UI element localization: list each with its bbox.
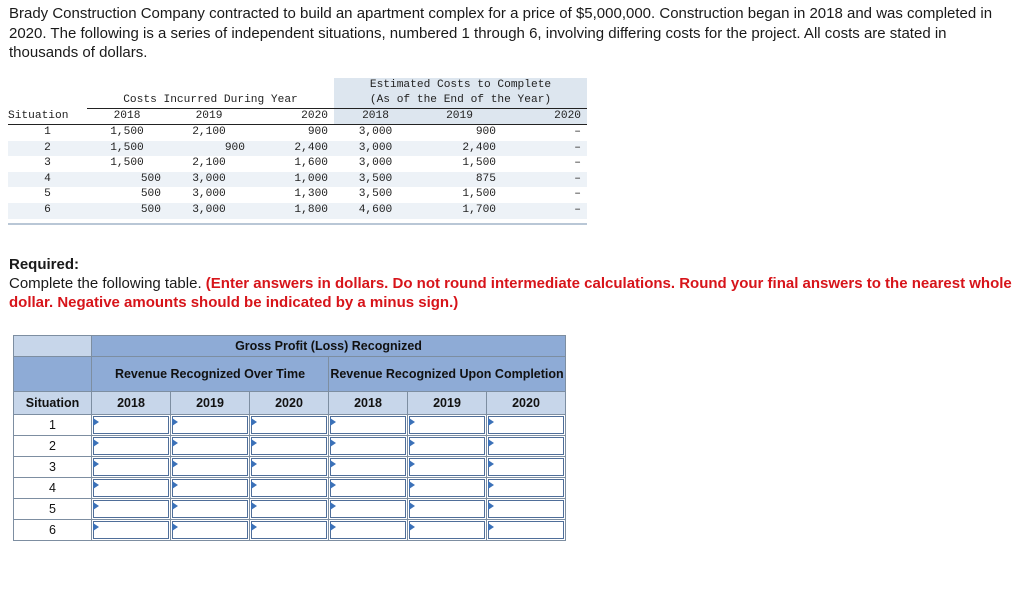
answer-row xyxy=(14,415,566,436)
gross-profit-answer-table xyxy=(13,335,566,541)
answer-table-title: Gross Profit (Loss) Recognized xyxy=(92,336,566,357)
answer-input[interactable] xyxy=(408,415,487,436)
year-header: 2020 xyxy=(487,392,566,415)
answer-input[interactable] xyxy=(329,436,408,457)
answer-input[interactable] xyxy=(250,520,329,541)
answer-input[interactable] xyxy=(408,499,487,520)
year-header: 2020 xyxy=(250,392,329,415)
answer-input[interactable] xyxy=(92,436,171,457)
answer-input[interactable] xyxy=(487,415,566,436)
situation-number: 4 xyxy=(14,478,92,499)
answer-input[interactable] xyxy=(408,520,487,541)
answer-input[interactable] xyxy=(171,436,250,457)
answer-input[interactable] xyxy=(487,457,566,478)
situation-number: 6 xyxy=(14,520,92,541)
answer-input[interactable] xyxy=(250,415,329,436)
table-row: 4 500 3,000 1,000 3,500 875 – xyxy=(8,172,587,188)
answer-input[interactable] xyxy=(329,415,408,436)
year-header: 2019 xyxy=(417,109,502,125)
required-section xyxy=(9,255,1019,312)
year-header: 2020 xyxy=(251,109,334,125)
situation-number: 5 xyxy=(14,499,92,520)
answer-row xyxy=(14,436,566,457)
required-instructions xyxy=(9,274,1019,312)
answer-input[interactable] xyxy=(250,499,329,520)
problem-statement: Brady Construction Company contracted to build an apartment complex for a price of $5,000,000. Construction began in 2018 and was completed in 2020. The following is a series of independent situations, numbered 1 through 6, involving differing costs for the project. All costs are stated in thousands of dollars. xyxy=(9,5,993,61)
answer-input[interactable] xyxy=(487,520,566,541)
year-header: 2019 xyxy=(171,392,250,415)
answer-input[interactable] xyxy=(329,520,408,541)
answer-input[interactable] xyxy=(92,499,171,520)
answer-row xyxy=(14,499,566,520)
answer-input[interactable] xyxy=(250,436,329,457)
year-header: 2018 xyxy=(87,109,167,125)
answer-input[interactable] xyxy=(171,457,250,478)
year-header: 2020 xyxy=(502,109,587,125)
answer-input[interactable] xyxy=(487,478,566,499)
answer-input[interactable] xyxy=(250,457,329,478)
answer-input[interactable] xyxy=(329,499,408,520)
required-lead: Complete the following table. xyxy=(9,275,206,292)
year-header: 2018 xyxy=(329,392,408,415)
estimated-costs-header: Estimated Costs to Complete xyxy=(334,78,587,93)
answer-input[interactable] xyxy=(487,499,566,520)
over-time-header: Revenue Recognized Over Time xyxy=(92,357,329,392)
situation-number: 1 xyxy=(14,415,92,436)
answer-format-note: (Enter answers in dollars. Do not round intermediate calculations. Round your final answers to the nearest whole dollar. Negative amounts should be indicated by a minus sign.) xyxy=(9,275,1012,311)
answer-input[interactable] xyxy=(92,520,171,541)
answer-input[interactable] xyxy=(408,478,487,499)
table-row: 3 1,500 2,100 1,600 3,000 1,500 – xyxy=(44,157,581,170)
table-row: 6 500 3,000 1,800 4,600 1,700 – xyxy=(8,203,587,219)
answer-input[interactable] xyxy=(92,415,171,436)
answer-input[interactable] xyxy=(408,457,487,478)
answer-row xyxy=(14,478,566,499)
table-row: 5 500 3,000 1,300 3,500 1,500 – xyxy=(44,188,581,201)
year-header: 2019 xyxy=(408,392,487,415)
given-costs-table xyxy=(8,78,587,225)
answer-input[interactable] xyxy=(329,457,408,478)
year-header: 2019 xyxy=(167,109,251,125)
situation-header: Situation xyxy=(14,392,92,415)
answer-input[interactable] xyxy=(250,478,329,499)
answer-row xyxy=(14,520,566,541)
answer-input[interactable] xyxy=(171,499,250,520)
answer-input[interactable] xyxy=(92,457,171,478)
answer-input[interactable] xyxy=(92,478,171,499)
situation-number: 2 xyxy=(14,436,92,457)
required-heading: Required: xyxy=(9,256,80,273)
situation-header: Situation xyxy=(8,109,87,125)
answer-input[interactable] xyxy=(487,436,566,457)
table-row: 1 1,500 2,100 900 3,000 900 – xyxy=(44,126,581,138)
estimated-costs-subheader: (As of the End of the Year) xyxy=(334,93,587,109)
answer-input[interactable] xyxy=(171,478,250,499)
upon-completion-header: Revenue Recognized Upon Completion xyxy=(329,357,566,392)
costs-incurred-header: Costs Incurred During Year xyxy=(87,93,334,109)
answer-input[interactable] xyxy=(408,436,487,457)
year-header: 2018 xyxy=(334,109,417,125)
answer-input[interactable] xyxy=(171,520,250,541)
answer-input[interactable] xyxy=(329,478,408,499)
answer-input[interactable] xyxy=(171,415,250,436)
year-header: 2018 xyxy=(92,392,171,415)
table-row: 2 1,500 900 2,400 3,000 2,400 – xyxy=(8,141,587,157)
answer-row xyxy=(14,457,566,478)
situation-number: 3 xyxy=(14,457,92,478)
